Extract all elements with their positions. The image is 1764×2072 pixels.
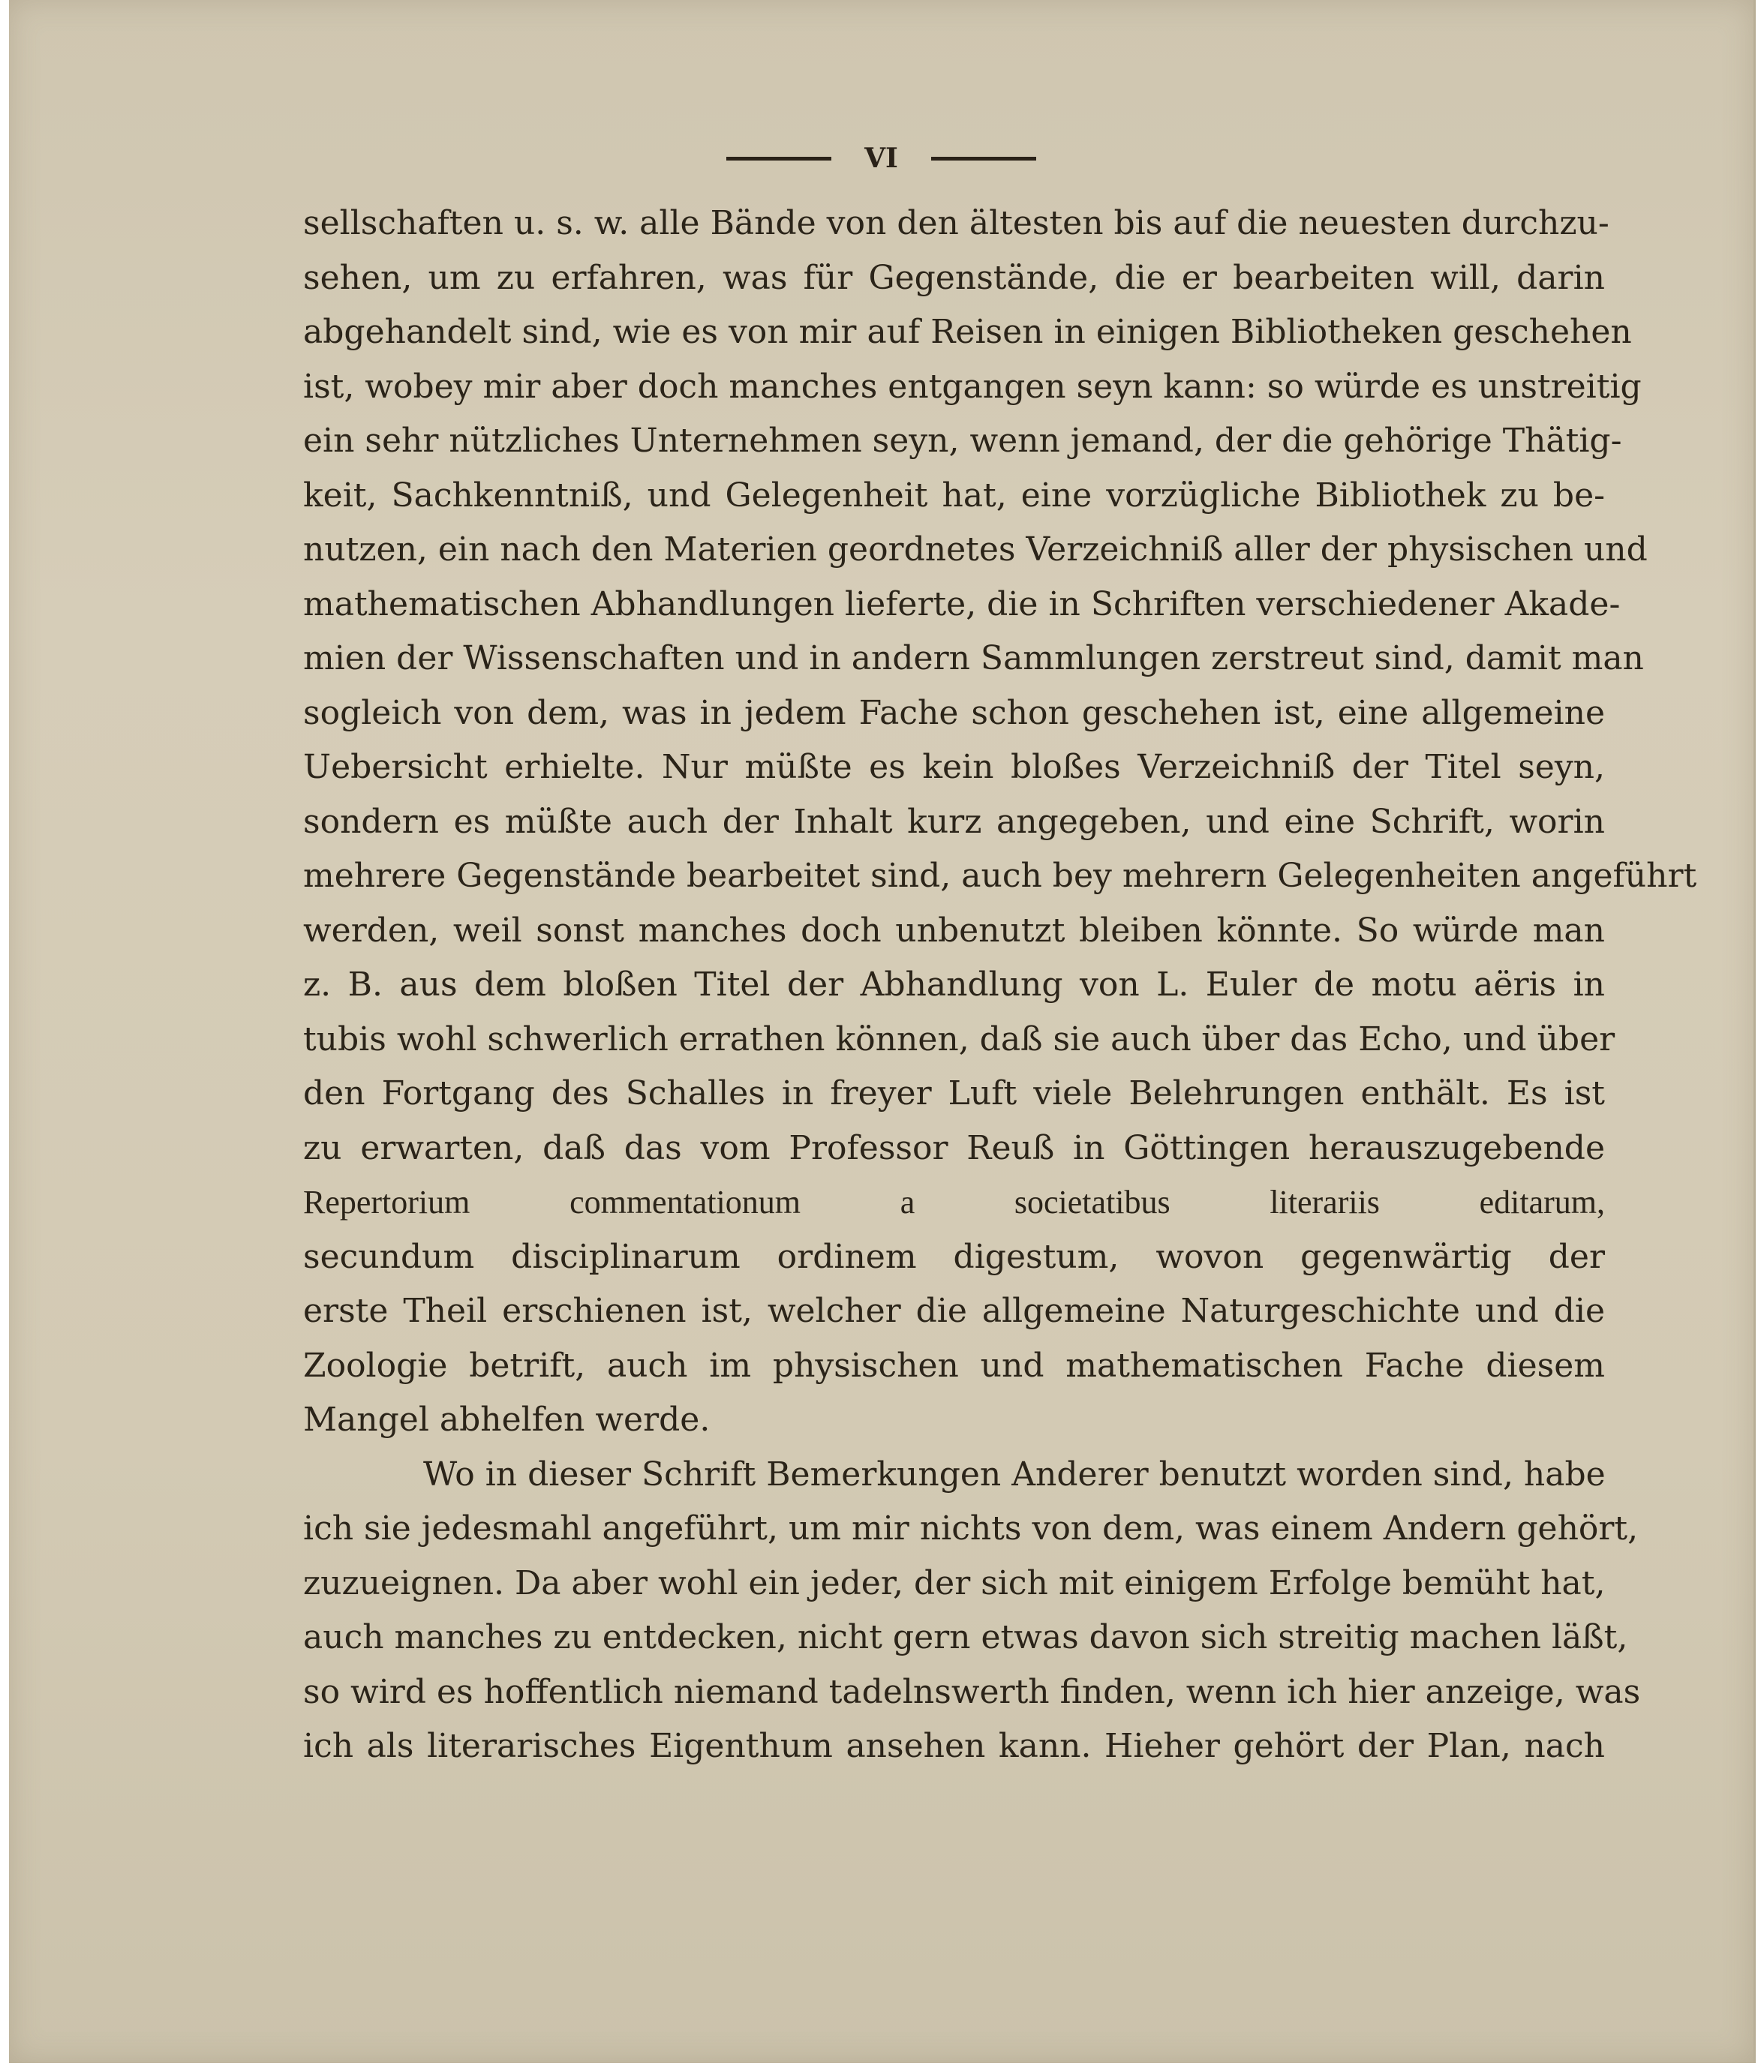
text-line: abgehandelt sind, wie es von mir auf Reisen in einigen Bibliotheken geschehen [303, 313, 1632, 351]
text-line: keit, Sachkenntniß, und Gelegenheit hat, eine vorzügliche Bibliothek zu be- [303, 476, 1605, 515]
text-line: ich sie jedesmahl angeführt, um mir nichts von dem, was einem Andern gehört, [303, 1509, 1639, 1548]
header-rule-left [726, 157, 831, 161]
text-line: mathematischen Abhandlungen lieferte, die in Schriften verschiedener Akade- [303, 584, 1621, 623]
text-line: sellschaften u. s. w. alle Bände von den ältesten bis auf die neuesten durchzu- [303, 204, 1609, 242]
text-line: mehrere Gegenstände bearbeitet sind, auch bey mehrern Gelegenheiten angeführt [303, 857, 1697, 895]
text-line: ist, wobey mir aber doch manches entgangen seyn kann: so würde es unstreitig [303, 367, 1642, 406]
text-line: Uebersicht erhielte. Nur müßte es kein bloßes Verzeichniß der Titel seyn, [303, 748, 1605, 786]
text-line: z. B. aus dem bloßen Titel der Abhandlung von L. Euler de motu aëris in [303, 965, 1605, 1004]
text-line: tubis wohl schwerlich errathen können, daß sie auch über das Echo, und über [303, 1019, 1615, 1059]
book-page [9, 0, 1756, 2063]
header-rule-right [931, 157, 1036, 161]
text-line: ich als literarisches Eigenthum ansehen kann. Hieher gehört der Plan, nach [303, 1727, 1605, 1765]
text-line: sogleich von dem, was in jedem Fache schon geschehen ist, eine allgemeine [303, 693, 1605, 732]
text-line: erste Theil erschienen ist, welcher die allgemeine Naturgeschichte und die [303, 1292, 1605, 1330]
text-line: secundum disciplinarum ordinem digestum, wovon gegenwärtig der [303, 1237, 1605, 1276]
paragraph-end-line: Mangel abhelfen werde. [303, 1401, 711, 1439]
text-line: zu erwarten, daß das vom Professor Reuß in Göttingen herauszugebende [303, 1128, 1605, 1167]
text-line: den Fortgang des Schalles in freyer Luft viele Belehrungen enthält. Es ist [303, 1074, 1605, 1113]
text-line: auch manches zu entdecken, nicht gern etwas davon sich streitig machen läßt, [303, 1618, 1628, 1656]
text-line: nutzen, ein nach den Materien geordnetes Verzeichniß aller der physischen und [303, 530, 1648, 569]
paragraph-start-line: Wo in dieser Schrift Bemerkungen Anderer benutzt worden sind, habe [423, 1455, 1606, 1494]
text-line: ein sehr nützliches Unternehmen seyn, wenn jemand, der die gehörige Thätig- [303, 422, 1622, 460]
text-line: zuzueignen. Da aber wohl ein jeder, der sich mit einigem Erfolge bemüht hat, [303, 1563, 1606, 1602]
page-number: VI [864, 143, 898, 174]
text-line: sehen, um zu erfahren, was für Gegenstände, die er bearbeiten will, darin [303, 258, 1605, 297]
text-line-latin: Repertorium commentationum a societatibus literariis editarum, [303, 1184, 1605, 1221]
text-line: Zoologie betrift, auch im physischen und mathematischen Fache diesem [303, 1346, 1605, 1385]
text-line: sondern es müßte auch der Inhalt kurz angegeben, und eine Schrift, worin [303, 802, 1605, 841]
page-header [9, 143, 1753, 174]
text-line: werden, weil sonst manches doch unbenutzt bleiben könnte. So würde man [303, 911, 1605, 950]
text-line: mien der Wissenschaften und in andern Sammlungen zerstreut sind, damit man [303, 639, 1644, 677]
text-line: so wird es hoffentlich niemand tadelnswerth finden, wenn ich hier anzeige, was [303, 1672, 1641, 1711]
body-text [303, 197, 1697, 1774]
